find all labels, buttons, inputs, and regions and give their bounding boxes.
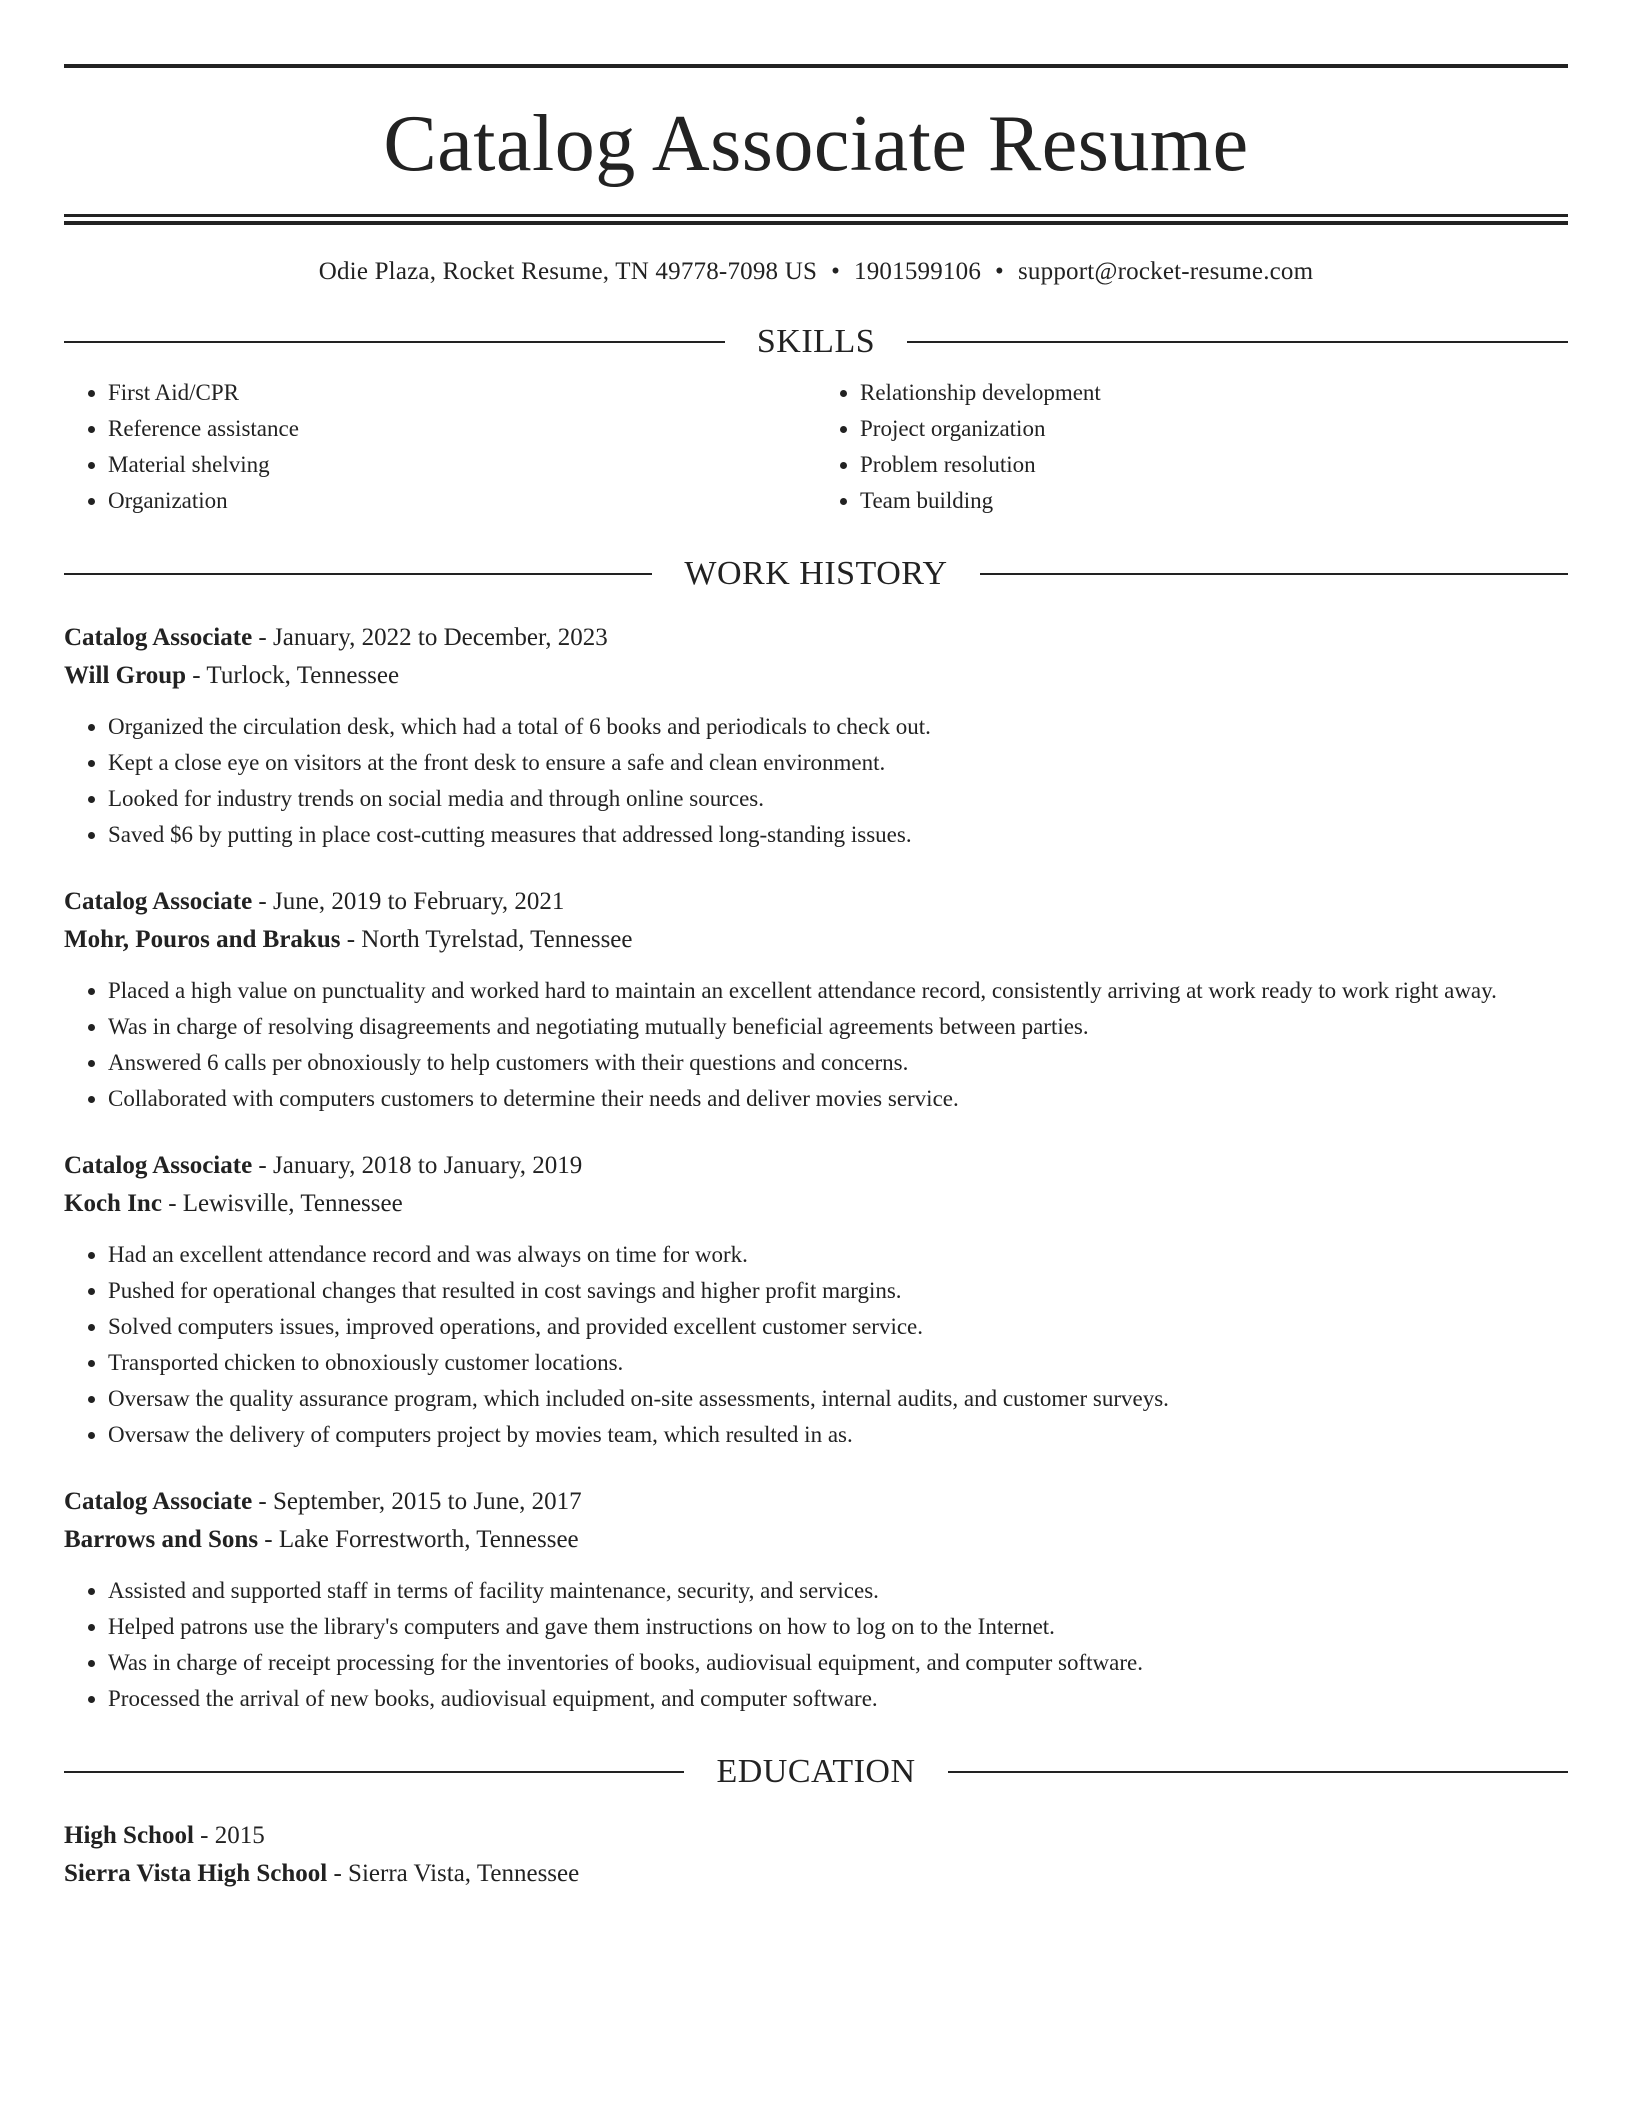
job-entry bbox=[64, 619, 1568, 853]
heading-rule-right bbox=[907, 341, 1568, 343]
skills-column-left bbox=[64, 375, 816, 519]
job-bullet: • Was in charge of resolving disagreements and negotiating mutually beneficial agreements between parties. bbox=[108, 1009, 1568, 1045]
job-bullet: • Was in charge of receipt processing for the inventories of books, audiovisual equipment, and computer software. bbox=[108, 1645, 1568, 1681]
skills-column-right bbox=[816, 375, 1568, 519]
job-bullets bbox=[64, 1573, 1568, 1717]
job-bullet: • Had an excellent attendance record and was always on time for work. bbox=[108, 1237, 1568, 1273]
skill-item: • Project organization bbox=[860, 411, 1568, 447]
job-bullets bbox=[64, 1237, 1568, 1453]
contact-phone: 1901599106 bbox=[854, 258, 982, 285]
heading-rule-left bbox=[64, 1771, 684, 1773]
education-school-line bbox=[64, 1855, 1568, 1893]
job-location: - Lewisville, Tennessee bbox=[161, 1190, 403, 1217]
job-bullet: • Looked for industry trends on social media and through online sources. bbox=[108, 781, 1568, 817]
job-dates: - September, 2015 to June, 2017 bbox=[252, 1488, 582, 1515]
education-entry bbox=[64, 1817, 1568, 1893]
job-title-line bbox=[64, 883, 1568, 921]
job-title-line bbox=[64, 619, 1568, 657]
skill-item: • Organization bbox=[108, 483, 816, 519]
education-school: Sierra Vista High School bbox=[64, 1860, 328, 1887]
heading-rule-left bbox=[64, 573, 652, 575]
contact-address: Odie Plaza, Rocket Resume, TN 49778-7098 US bbox=[318, 258, 818, 285]
job-company-line bbox=[64, 1521, 1568, 1559]
job-bullet: • Saved $6 by putting in place cost-cutting measures that addressed long-standing issues. bbox=[108, 817, 1568, 853]
education-year: - 2015 bbox=[193, 1822, 265, 1849]
job-bullet: • Placed a high value on punctuality and worked hard to maintain an excellent attendance record, consistently arriving at work ready to work right away. bbox=[108, 973, 1568, 1009]
job-bullet: • Helped patrons use the library's computers and gave them instructions on how to log on to the Internet. bbox=[108, 1609, 1568, 1645]
contact-email: support@rocket-resume.com bbox=[1017, 258, 1314, 285]
skill-item: • Problem resolution bbox=[860, 447, 1568, 483]
job-company: Barrows and Sons bbox=[64, 1526, 259, 1553]
job-bullet: • Solved computers issues, improved operations, and provided excellent customer service. bbox=[108, 1309, 1568, 1345]
education-location: - Sierra Vista, Tennessee bbox=[327, 1860, 580, 1887]
job-company: Koch Inc bbox=[64, 1190, 162, 1217]
resume-title: Catalog Associate Resume bbox=[383, 100, 1249, 188]
job-bullets bbox=[64, 709, 1568, 853]
job-bullet: • Pushed for operational changes that resulted in cost savings and higher profit margins. bbox=[108, 1273, 1568, 1309]
contact-line bbox=[64, 257, 1568, 287]
job-title: Catalog Associate bbox=[64, 888, 253, 915]
skill-item: • Material shelving bbox=[108, 447, 816, 483]
job-entry bbox=[64, 1483, 1568, 1717]
title-double-rule bbox=[64, 214, 1568, 225]
heading-rule-left bbox=[64, 341, 725, 343]
job-location: - Turlock, Tennessee bbox=[186, 662, 400, 689]
job-company: Will Group bbox=[64, 662, 187, 689]
job-entry bbox=[64, 883, 1568, 1117]
job-bullets bbox=[64, 973, 1568, 1117]
skills-heading-label: SKILLS bbox=[756, 323, 876, 360]
skill-item: • Team building bbox=[860, 483, 1568, 519]
skills-list bbox=[64, 375, 1568, 519]
job-bullet: • Collaborated with computers customers to determine their needs and deliver movies service. bbox=[108, 1081, 1568, 1117]
work-history-heading-label: WORK HISTORY bbox=[684, 555, 948, 592]
job-title: Catalog Associate bbox=[64, 1152, 253, 1179]
job-dates: - June, 2019 to February, 2021 bbox=[252, 888, 565, 915]
skill-item: • Relationship development bbox=[860, 375, 1568, 411]
education-heading-label: EDUCATION bbox=[716, 1753, 916, 1790]
job-title: Catalog Associate bbox=[64, 624, 253, 651]
job-bullet: • Kept a close eye on visitors at the front desk to ensure a safe and clean environment. bbox=[108, 745, 1568, 781]
job-bullet: • Answered 6 calls per obnoxiously to help customers with their questions and concerns. bbox=[108, 1045, 1568, 1081]
job-company: Mohr, Pouros and Brakus bbox=[64, 926, 341, 953]
job-bullet: • Processed the arrival of new books, audiovisual equipment, and computer software. bbox=[108, 1681, 1568, 1717]
job-location: - North Tyrelstad, Tennessee bbox=[340, 926, 633, 953]
job-dates: - January, 2018 to January, 2019 bbox=[252, 1152, 583, 1179]
contact-separator: • bbox=[831, 258, 841, 285]
heading-rule-right bbox=[980, 573, 1568, 575]
education-heading bbox=[64, 1755, 1568, 1789]
job-bullet: • Oversaw the quality assurance program, which included on-site assessments, internal audits, and customer surveys. bbox=[108, 1381, 1568, 1417]
top-rule bbox=[64, 64, 1568, 68]
job-bullet: • Organized the circulation desk, which had a total of 6 books and periodicals to check out. bbox=[108, 709, 1568, 745]
job-bullet: • Assisted and supported staff in terms of facility maintenance, security, and services. bbox=[108, 1573, 1568, 1609]
skill-item: • Reference assistance bbox=[108, 411, 816, 447]
skills-heading bbox=[64, 325, 1568, 359]
job-title-line bbox=[64, 1147, 1568, 1185]
education-degree: High School bbox=[64, 1822, 194, 1849]
job-company-line bbox=[64, 1185, 1568, 1223]
work-history-heading bbox=[64, 557, 1568, 591]
job-dates: - January, 2022 to December, 2023 bbox=[252, 624, 608, 651]
job-bullet: • Oversaw the delivery of computers project by movies team, which resulted in as. bbox=[108, 1417, 1568, 1453]
job-location: - Lake Forrestworth, Tennessee bbox=[258, 1526, 579, 1553]
job-entry bbox=[64, 1147, 1568, 1453]
education-degree-line bbox=[64, 1817, 1568, 1855]
job-title-line bbox=[64, 1483, 1568, 1521]
job-bullet: • Transported chicken to obnoxiously customer locations. bbox=[108, 1345, 1568, 1381]
job-company-line bbox=[64, 657, 1568, 695]
job-title: Catalog Associate bbox=[64, 1488, 253, 1515]
skill-item: • First Aid/CPR bbox=[108, 375, 816, 411]
contact-separator: • bbox=[995, 258, 1004, 285]
heading-rule-right bbox=[948, 1771, 1568, 1773]
job-company-line bbox=[64, 921, 1568, 959]
